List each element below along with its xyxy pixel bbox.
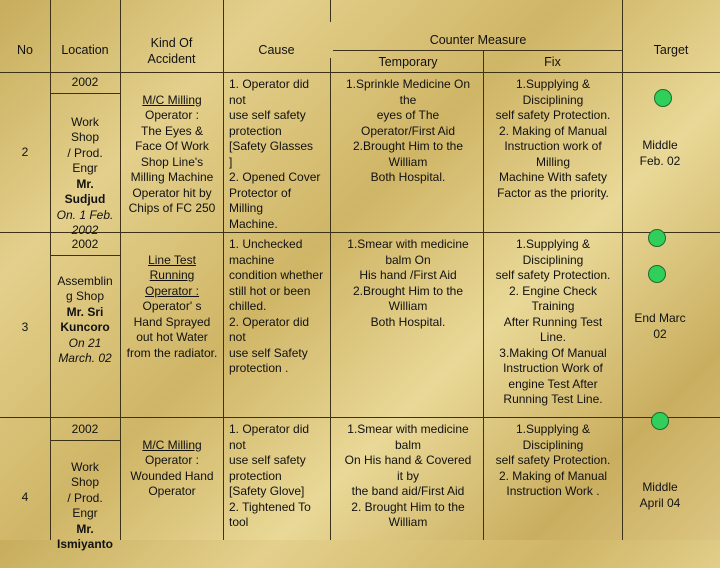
status-indicator-icon [654, 89, 672, 107]
row-number: 3 [21, 320, 29, 334]
header-counter-measure: Counter Measure [429, 33, 527, 47]
kind-of-accident: M/C Milling Operator : Wounded Hand Operator [130, 437, 214, 498]
kind-of-accident: Line Test Running Operator : Operator' s Hand Sprayed out hot Water from the radiator. [126, 252, 218, 360]
row-divider [0, 417, 720, 418]
year-divider [50, 93, 120, 94]
target-date: Middle April 04 [639, 480, 681, 510]
header-location: Location [61, 43, 109, 57]
col-divider [622, 0, 623, 540]
subheader-divider [333, 50, 622, 51]
row-number: 2 [21, 145, 29, 159]
temporary-measure: 1.Smear with medicine balm On His hand & Covered it by the band aid/First Aid 2. Brought Him to the William [344, 422, 472, 529]
header-temporary: Temporary [378, 55, 438, 69]
col-divider [330, 0, 331, 22]
temporary-measure: 1.Sprinkle Medicine On the eyes of The Operator/First Aid 2.Brought Him to the William Both Hospital. [345, 77, 471, 184]
status-indicator-icon [651, 412, 669, 430]
fix-measure: 1.Supplying & Disciplining self safety Protection. 2. Engine Check Training After Running Test Line. 3.Making Of Manual Instruction Work of engine Test After Running Test Line. [495, 237, 611, 406]
location-text: Work Shop / Prod. Engr Mr. Sudjud On. 1 Feb. 2002 [56, 114, 114, 237]
location-text: Assemblin g Shop Mr. Sri Kuncoro On 21 March. 02 [57, 273, 113, 365]
target-date: Middle Feb. 02 [639, 138, 681, 168]
year-label: 2002 [71, 75, 99, 89]
year-label: 2002 [71, 422, 99, 436]
year-divider [50, 440, 120, 441]
temporary-measure: 1.Smear with medicine balm On His hand /First Aid 2.Brought Him to the William Both Hospital. [347, 237, 469, 329]
fix-measure: 1.Supplying & Disciplining self safety Protection. 2. Making of Manual Instruction work of Milling Machine With safety Factor as the priority. [495, 77, 611, 200]
location-text: Work Shop / Prod. Engr Mr. Ismiyanto [56, 459, 113, 551]
header-no: No [17, 43, 33, 57]
status-indicator-icon [648, 229, 666, 247]
header-target: Target [653, 43, 689, 57]
row-number: 4 [21, 490, 29, 504]
col-divider [120, 0, 121, 540]
cause-text: 1. Operator did not use self safety protection [Safety Glove] 2. Tightened To tool [229, 422, 311, 529]
col-divider [483, 50, 484, 540]
target-date: End Marc 02 [634, 311, 686, 341]
row-divider [0, 72, 720, 73]
year-divider [50, 255, 120, 256]
cause-text: 1. Unchecked machine condition whether still hot or been chilled. 2. Operator did not use self Safety protection . [229, 237, 324, 375]
fix-measure: 1.Supplying & Disciplining self safety Protection. 2. Making of Manual Instruction Work . [495, 422, 611, 498]
year-label: 2002 [71, 237, 99, 251]
header-cause: Cause [258, 43, 295, 57]
header-fix: Fix [544, 55, 561, 69]
kind-of-accident: M/C Milling Operator : The Eyes & Face Of Work Shop Line's Milling Machine Operator hit by Chips of FC 250 [128, 92, 216, 215]
status-indicator-icon [648, 265, 666, 283]
cause-text: 1. Operator did not use self safety protection [Safety Glasses ] 2. Opened Cover Protector of Milling Machine. [229, 77, 321, 231]
header-kind-of-accident: Kind Of Accident [147, 36, 196, 66]
col-divider [223, 0, 224, 540]
